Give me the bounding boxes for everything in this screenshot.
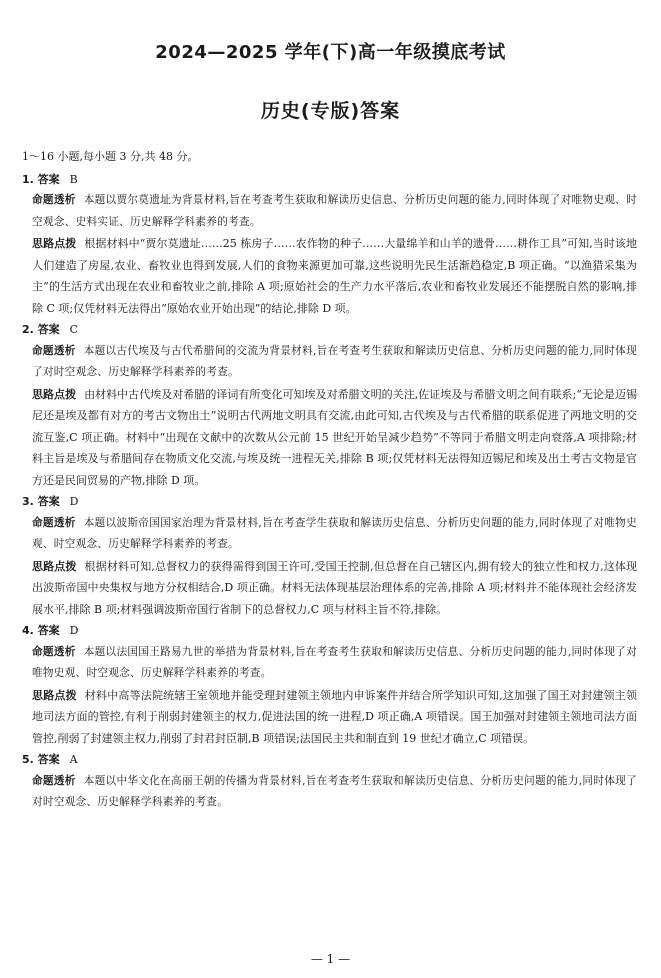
question-answer: C bbox=[69, 323, 79, 336]
intent-label: 命题透析 bbox=[32, 516, 76, 529]
question-block bbox=[22, 319, 637, 491]
hint-paragraph bbox=[22, 685, 637, 750]
hint-text: 由材料中古代埃及对希腊的译词有所变化可知埃及对希腊文明的关注,佐证埃及与希腊文明之间有联系;“无论是迈锡尼还是埃及都有对方的考古文物出土”说明古代两地文明具有交流,由此可知,古代埃及与古代希腊的联系促进了两地文明的交流互鉴,C 项正确。材料中“出现在文献中的次数从公元前 15 世纪开始呈减少趋势”不等同于希腊文明走向衰落,A 项排除;材料主旨是埃及与希腊间存在物质文化交流,与埃及统一进程无关,排除 B 项;仅凭材料无法得知迈锡尼和埃及出土考古文物是官方还是民间贸易的产物,排除 D 项。 bbox=[32, 387, 638, 487]
intent-text: 本题以贾尔莫遗址为背景材料,旨在考查考生获取和解读历史信息、分析历史问题的能力,同时体现了对唯物史观、时空观念、史料实证、历史解释学科素养的考查。 bbox=[32, 194, 637, 228]
scoring-intro: 1～16 小题,每小题 3 分,共 48 分。 bbox=[22, 150, 199, 163]
intent-text: 本题以波斯帝国国家治理为背景材料,旨在考查学生获取和解读历史信息、分析历史问题的能力,同时体现了对唯物史观、时空观念、历史解释学科素养的考查。 bbox=[32, 516, 637, 550]
page-number: — 1 — bbox=[310, 952, 351, 966]
hint-label: 思路点拨 bbox=[32, 387, 77, 401]
hint-paragraph bbox=[22, 233, 637, 319]
question-block bbox=[22, 169, 637, 320]
intent-label: 命题透析 bbox=[32, 645, 76, 658]
intent-text: 本题以中华文化在高丽王朝的传播为背景材料,旨在考查考生获取和解读历史信息、分析历史问题的能力,同时体现了对时空观念、历史解释学科素养的考查。 bbox=[32, 774, 637, 808]
question-heading bbox=[22, 620, 637, 642]
answer-subtitle: 历史(专版)答案 bbox=[260, 100, 401, 122]
answer-content bbox=[22, 146, 637, 814]
question-heading bbox=[22, 169, 637, 191]
intent-text: 本题以法国国王路易九世的举措为背景材料,旨在考查考生获取和解读历史信息、分析历史问题的能力,同时体现了对唯物史观、时空观念、历史解释学科素养的考查。 bbox=[32, 645, 637, 679]
question-number: 1. 答案 bbox=[22, 172, 60, 186]
question-number: 4. 答案 bbox=[22, 624, 60, 637]
question-number: 2. 答案 bbox=[22, 323, 60, 336]
intent-paragraph bbox=[22, 771, 637, 814]
intent-label: 命题透析 bbox=[32, 774, 76, 787]
question-block bbox=[22, 620, 637, 749]
hint-text: 材料中高等法院统辖王室领地并能受理封建领主领地内申诉案件并结合所学知识可知,这加强了国王对封建领主领地司法方面的管控,有利于削弱封建领主的权力,促进法国的统一进程,D 项正确,A 项错误。国王加强对封建领主领地司法方面管控,削弱了封建领主权力,削弱了封君封臣制,B 项错误;法国民主共和制直到 19 世纪才确立,C 项错误。 bbox=[32, 688, 637, 745]
question-number: 5. 答案 bbox=[22, 753, 60, 766]
intent-paragraph bbox=[22, 190, 637, 233]
question-block bbox=[22, 749, 637, 814]
question-answer: D bbox=[69, 495, 79, 508]
question-heading bbox=[22, 749, 637, 771]
question-heading bbox=[22, 491, 637, 513]
exam-title: 2024—2025 学年(下)高一年级摸底考试 bbox=[155, 42, 506, 63]
question-answer: D bbox=[69, 624, 79, 637]
hint-text: 根据材料中“贾尔莫遗址……25 栋房子……农作物的种子……大量绵羊和山羊的遗骨……耕作工具”可知,当时该地人们建造了房屋,农业、畜牧业也得到发展,人们的食物来源更加可靠,这些说明先民生活渐趋稳定,B 项正确。“以渔猎采集为主”的生活方式出现在农业和畜牧业之前,排除 A 项;原始社会的生产力水平落后,农业和畜牧业发展还不能摆脱自然的影响,排除 C 项;仅凭材料无法得出“原始农业开始出现”的结论,排除 D 项。 bbox=[32, 237, 638, 315]
question-block bbox=[22, 491, 637, 620]
hint-paragraph bbox=[22, 384, 637, 492]
intent-label: 命题透析 bbox=[32, 344, 76, 357]
intent-text: 本题以古代埃及与古代希腊间的交流为背景材料,旨在考查考生获取和解读历史信息、分析历史问题的能力,同时体现了对时空观念、历史解释学科素养的考查。 bbox=[32, 344, 637, 378]
hint-label: 思路点拨 bbox=[32, 559, 77, 573]
intent-paragraph bbox=[22, 341, 637, 384]
hint-label: 思路点拨 bbox=[32, 237, 77, 250]
question-number: 3. 答案 bbox=[22, 495, 60, 508]
question-heading bbox=[22, 319, 637, 341]
intent-paragraph bbox=[22, 513, 637, 556]
intent-paragraph bbox=[22, 642, 637, 685]
hint-text: 根据材料可知,总督权力的获得需得到国王许可,受国王控制,但总督在自己辖区内,拥有较大的独立性和权力,这体现出波斯帝国中央集权与地方分权相结合,D 项正确。材料无法体现基层治理体系的完善,排除 A 项;材料并不能体现社会经济发展水平,排除 B 项;材料强调波斯帝国行省制下的总督权力,C 项与材料主旨不符,排除。 bbox=[32, 559, 638, 616]
question-answer: A bbox=[69, 753, 78, 766]
question-answer: B bbox=[69, 172, 78, 186]
hint-label: 思路点拨 bbox=[32, 688, 77, 702]
intent-label: 命题透析 bbox=[32, 194, 76, 206]
hint-paragraph bbox=[22, 556, 637, 621]
